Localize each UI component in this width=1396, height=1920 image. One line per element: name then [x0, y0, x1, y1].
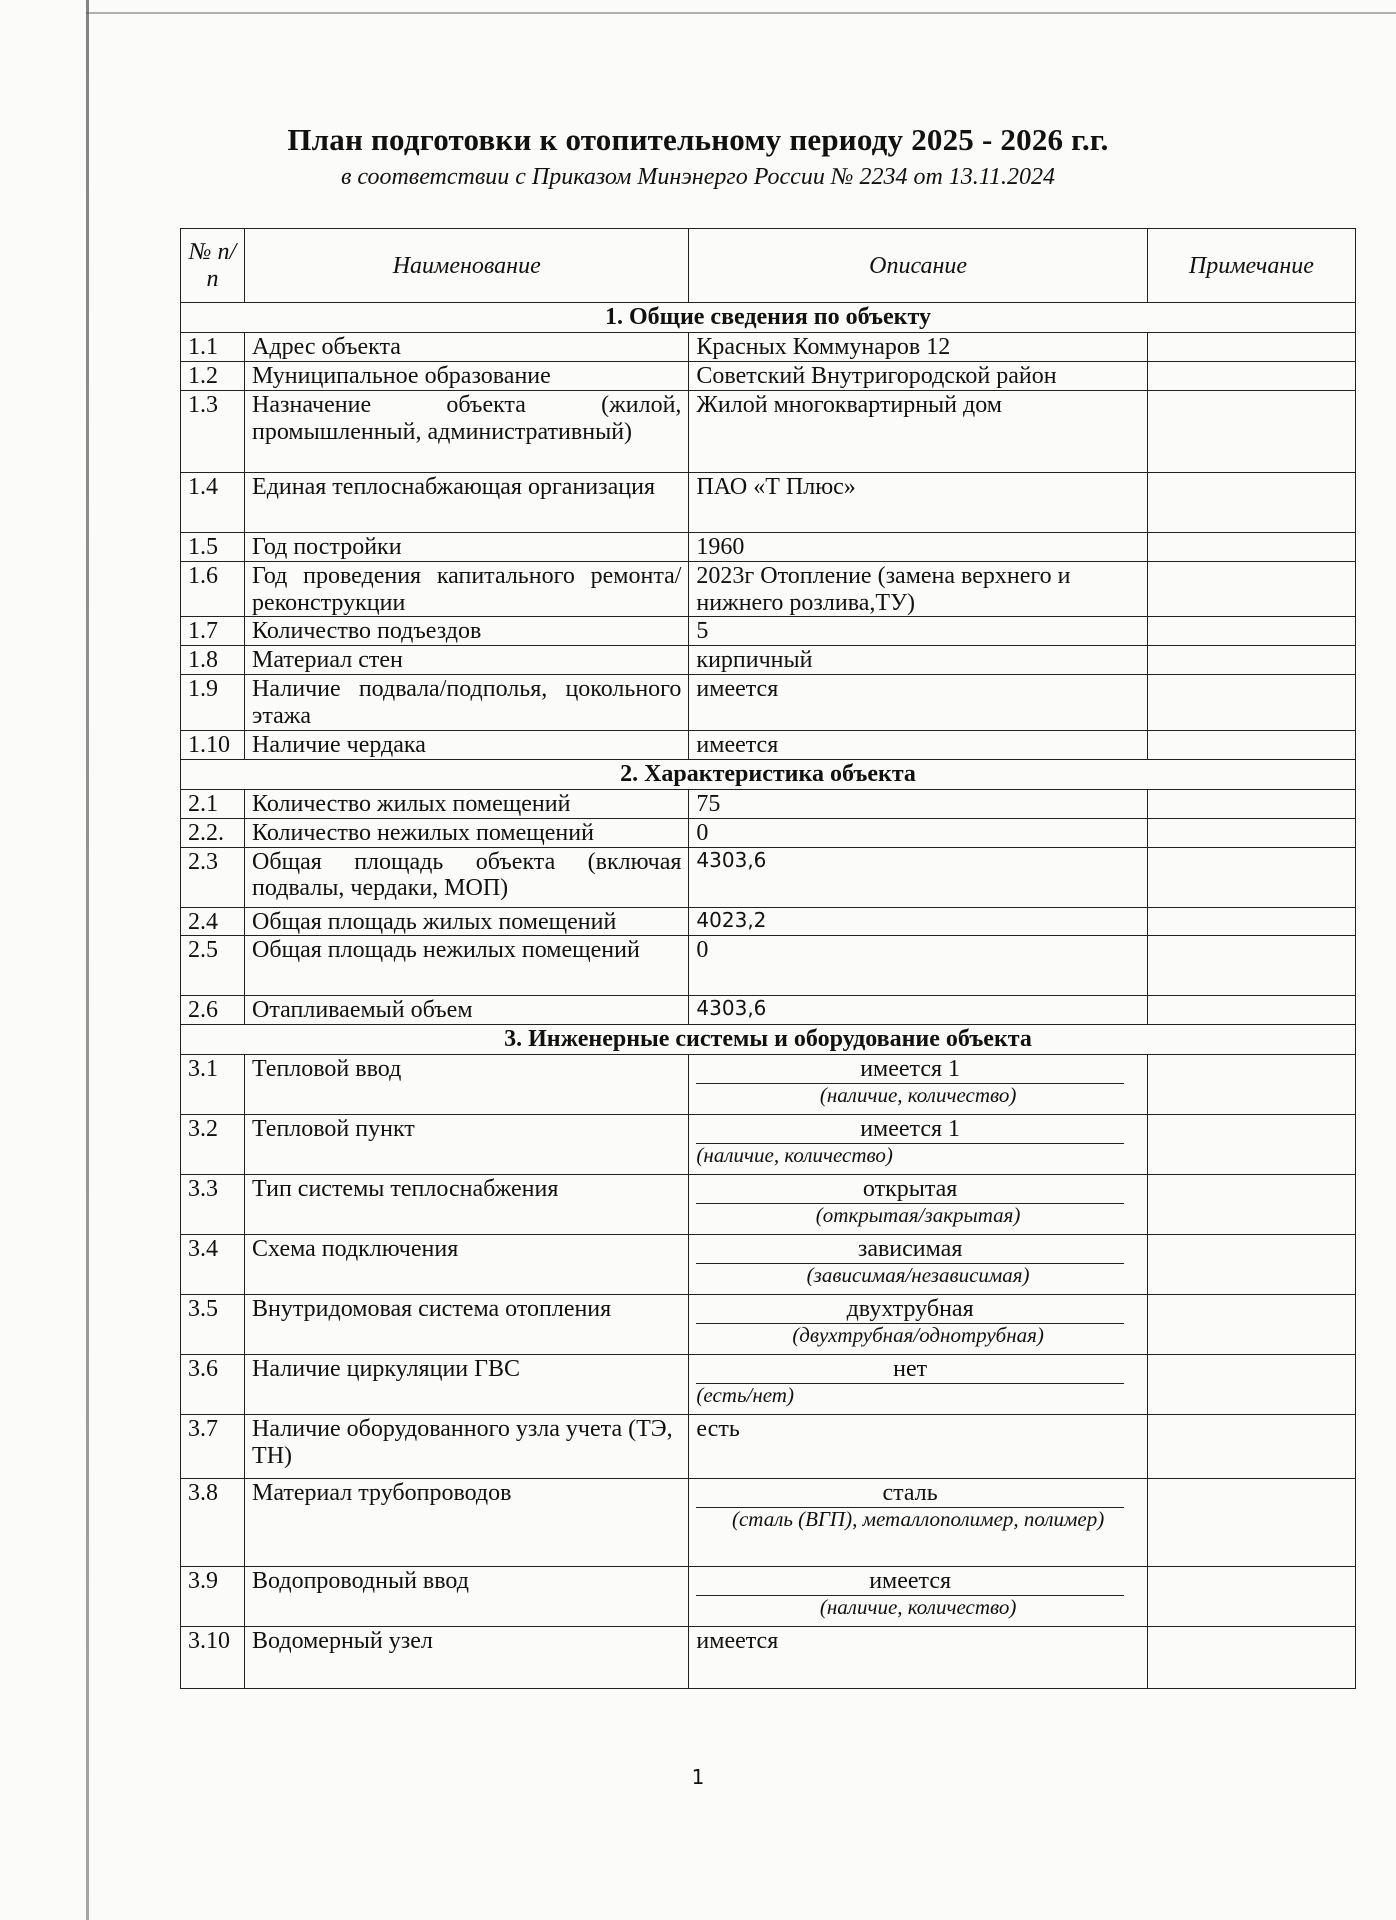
field-hint: (зависимая/независимая) — [806, 1263, 1030, 1288]
row-number: 3.1 — [181, 1055, 245, 1115]
row-description — [689, 1055, 1147, 1115]
table-row — [181, 936, 1356, 996]
row-name: Тип системы теплоснабжения — [245, 1175, 689, 1235]
row-note — [1147, 1295, 1355, 1355]
row-description: 2023г Отопление (замена верхнего и нижнего розлива,ТУ) — [689, 561, 1147, 617]
field-hint: (двухтрубная/однотрубная) — [792, 1323, 1044, 1348]
table-row — [181, 333, 1356, 362]
row-note — [1147, 936, 1355, 996]
row-note — [1147, 646, 1355, 675]
filled-value: зависимая — [696, 1236, 1123, 1264]
filled-value: двухтрубная — [696, 1296, 1123, 1324]
header-note: Примечание — [1147, 229, 1355, 303]
heating-plan-table — [180, 228, 1356, 1689]
table-row — [181, 561, 1356, 617]
row-number: 2.1 — [181, 789, 245, 818]
row-number: 3.4 — [181, 1235, 245, 1295]
table-row — [181, 730, 1356, 759]
document-title: План подготовки к отопительному периоду 2025 - 2026 г.г. — [287, 122, 1109, 157]
row-name: Водомерный узел — [245, 1627, 689, 1689]
table-row — [181, 1055, 1356, 1115]
row-name: Наличие подвала/подполья, цокольного этажа — [245, 675, 689, 731]
row-name: Тепловой пункт — [245, 1115, 689, 1175]
row-note — [1147, 561, 1355, 617]
row-note — [1147, 847, 1355, 907]
row-name: Год постройки — [245, 532, 689, 561]
table-row — [181, 1295, 1356, 1355]
field-hint: (наличие, количество) — [819, 1083, 1017, 1108]
table-row — [181, 789, 1356, 818]
filled-value: имеется — [696, 1568, 1123, 1596]
row-name: Количество жилых помещений — [245, 789, 689, 818]
row-description — [689, 1355, 1147, 1415]
field-hint: (есть/нет) — [696, 1383, 794, 1408]
scan-page-edge — [86, 0, 89, 1920]
row-note — [1147, 675, 1355, 731]
row-number: 3.6 — [181, 1355, 245, 1415]
table-row — [181, 646, 1356, 675]
row-number: 1.10 — [181, 730, 245, 759]
row-description: 4303,6 — [689, 996, 1147, 1025]
row-number: 1.7 — [181, 617, 245, 646]
row-description: ПАО «Т Плюс» — [689, 472, 1147, 532]
page-number: 1 — [691, 1765, 705, 1789]
row-name: Схема подключения — [245, 1235, 689, 1295]
row-number: 3.5 — [181, 1295, 245, 1355]
row-name: Тепловой ввод — [245, 1055, 689, 1115]
row-name: Общая площадь жилых помещений — [245, 907, 689, 936]
header-description: Описание — [689, 229, 1147, 303]
field-hint: (сталь (ВГП), металлополимер, полимер) — [731, 1507, 1105, 1532]
row-description — [689, 1235, 1147, 1295]
row-number: 3.8 — [181, 1479, 245, 1567]
row-description: 75 — [689, 789, 1147, 818]
section-title: 1. Общие сведения по объекту — [181, 303, 1356, 333]
table-row — [181, 1175, 1356, 1235]
row-note — [1147, 907, 1355, 936]
row-name: Единая теплоснабжающая организация — [245, 472, 689, 532]
row-number: 2.4 — [181, 907, 245, 936]
row-number: 2.5 — [181, 936, 245, 996]
field-hint: (наличие, количество) — [819, 1595, 1017, 1620]
table-row — [181, 1235, 1356, 1295]
row-name: Год проведения капитального ремонта/реконструкции — [245, 561, 689, 617]
section-row — [181, 759, 1356, 789]
row-note — [1147, 333, 1355, 362]
table-row — [181, 907, 1356, 936]
row-note — [1147, 1115, 1355, 1175]
row-description — [689, 1175, 1147, 1235]
row-note — [1147, 390, 1355, 472]
row-note — [1147, 1415, 1355, 1479]
filled-value: нет — [696, 1356, 1123, 1384]
row-number: 1.6 — [181, 561, 245, 617]
table-row — [181, 847, 1356, 907]
section-row — [181, 303, 1356, 333]
section-row — [181, 1025, 1356, 1055]
row-number: 3.7 — [181, 1415, 245, 1479]
row-number: 1.1 — [181, 333, 245, 362]
row-name: Наличие чердака — [245, 730, 689, 759]
row-name: Общая площадь нежилых помещений — [245, 936, 689, 996]
row-number: 2.6 — [181, 996, 245, 1025]
row-name: Муниципальное образование — [245, 361, 689, 390]
row-description: Советский Внутригородской район — [689, 361, 1147, 390]
field-hint: (открытая/закрытая) — [815, 1203, 1021, 1228]
row-note — [1147, 1627, 1355, 1689]
row-name: Материал стен — [245, 646, 689, 675]
row-note — [1147, 532, 1355, 561]
row-name: Водопроводный ввод — [245, 1567, 689, 1627]
row-number: 2.2. — [181, 818, 245, 847]
row-note — [1147, 1055, 1355, 1115]
table-row — [181, 532, 1356, 561]
section-title: 2. Характеристика объекта — [181, 759, 1356, 789]
row-note — [1147, 472, 1355, 532]
row-description: 0 — [689, 936, 1147, 996]
table-row — [181, 1479, 1356, 1567]
row-note — [1147, 730, 1355, 759]
row-description: 0 — [689, 818, 1147, 847]
row-number: 1.9 — [181, 675, 245, 731]
filled-value: сталь — [696, 1480, 1123, 1508]
row-number: 1.2 — [181, 361, 245, 390]
table-row — [181, 675, 1356, 731]
header-number: № п/п — [181, 229, 245, 303]
row-name: Адрес объекта — [245, 333, 689, 362]
document-subtitle: в соответствии с Приказом Минэнерго России № 2234 от 13.11.2024 — [340, 164, 1056, 190]
row-number: 3.9 — [181, 1567, 245, 1627]
header-name: Наименование — [245, 229, 689, 303]
table-row — [181, 818, 1356, 847]
filled-value: имеется 1 — [696, 1116, 1123, 1144]
row-description — [689, 1567, 1147, 1627]
table-row — [181, 472, 1356, 532]
row-name: Внутридомовая система отопления — [245, 1295, 689, 1355]
row-name: Количество нежилых помещений — [245, 818, 689, 847]
row-number: 3.10 — [181, 1627, 245, 1689]
row-number: 3.3 — [181, 1175, 245, 1235]
row-name: Общая площадь объекта (включая подвалы, чердаки, МОП) — [245, 847, 689, 907]
row-number: 2.3 — [181, 847, 245, 907]
row-note — [1147, 361, 1355, 390]
row-name: Отапливаемый объем — [245, 996, 689, 1025]
row-description — [689, 1115, 1147, 1175]
row-name: Материал трубопроводов — [245, 1479, 689, 1567]
table-header-row — [181, 229, 1356, 303]
table-row — [181, 1567, 1356, 1627]
row-number: 1.5 — [181, 532, 245, 561]
row-note — [1147, 789, 1355, 818]
row-note — [1147, 1175, 1355, 1235]
row-description: имеется — [689, 730, 1147, 759]
row-name: Назначение объекта (жилой, промышленный, административный) — [245, 390, 689, 472]
row-note — [1147, 1235, 1355, 1295]
row-description — [689, 1295, 1147, 1355]
row-note — [1147, 617, 1355, 646]
row-description: кирпичный — [689, 646, 1147, 675]
table-row — [181, 390, 1356, 472]
row-description: 4023,2 — [689, 907, 1147, 936]
row-number: 1.4 — [181, 472, 245, 532]
row-description — [689, 1479, 1147, 1567]
row-note — [1147, 818, 1355, 847]
row-description: есть — [689, 1415, 1147, 1479]
table-row — [181, 361, 1356, 390]
table-row — [181, 1115, 1356, 1175]
table-row — [181, 1627, 1356, 1689]
table-row — [181, 996, 1356, 1025]
row-note — [1147, 1567, 1355, 1627]
row-number: 1.8 — [181, 646, 245, 675]
row-note — [1147, 1479, 1355, 1567]
row-description: 1960 — [689, 532, 1147, 561]
section-title: 3. Инженерные системы и оборудование объекта — [181, 1025, 1356, 1055]
row-number: 3.2 — [181, 1115, 245, 1175]
row-name: Наличие оборудованного узла учета (ТЭ, ТН) — [245, 1415, 689, 1479]
table-row — [181, 1355, 1356, 1415]
filled-value: открытая — [696, 1176, 1123, 1204]
scan-page-edge-top — [86, 12, 1396, 14]
row-description: имеется — [689, 1627, 1147, 1689]
filled-value: имеется 1 — [696, 1056, 1123, 1084]
row-number: 1.3 — [181, 390, 245, 472]
row-note — [1147, 1355, 1355, 1415]
field-hint: (наличие, количество) — [696, 1143, 893, 1168]
row-description: 4303,6 — [689, 847, 1147, 907]
row-description: Жилой многоквартирный дом — [689, 390, 1147, 472]
table-row — [181, 1415, 1356, 1479]
table-row — [181, 617, 1356, 646]
row-note — [1147, 996, 1355, 1025]
row-description: 5 — [689, 617, 1147, 646]
row-name: Наличие циркуляции ГВС — [245, 1355, 689, 1415]
row-description: имеется — [689, 675, 1147, 731]
row-name: Количество подъездов — [245, 617, 689, 646]
row-description: Красных Коммунаров 12 — [689, 333, 1147, 362]
